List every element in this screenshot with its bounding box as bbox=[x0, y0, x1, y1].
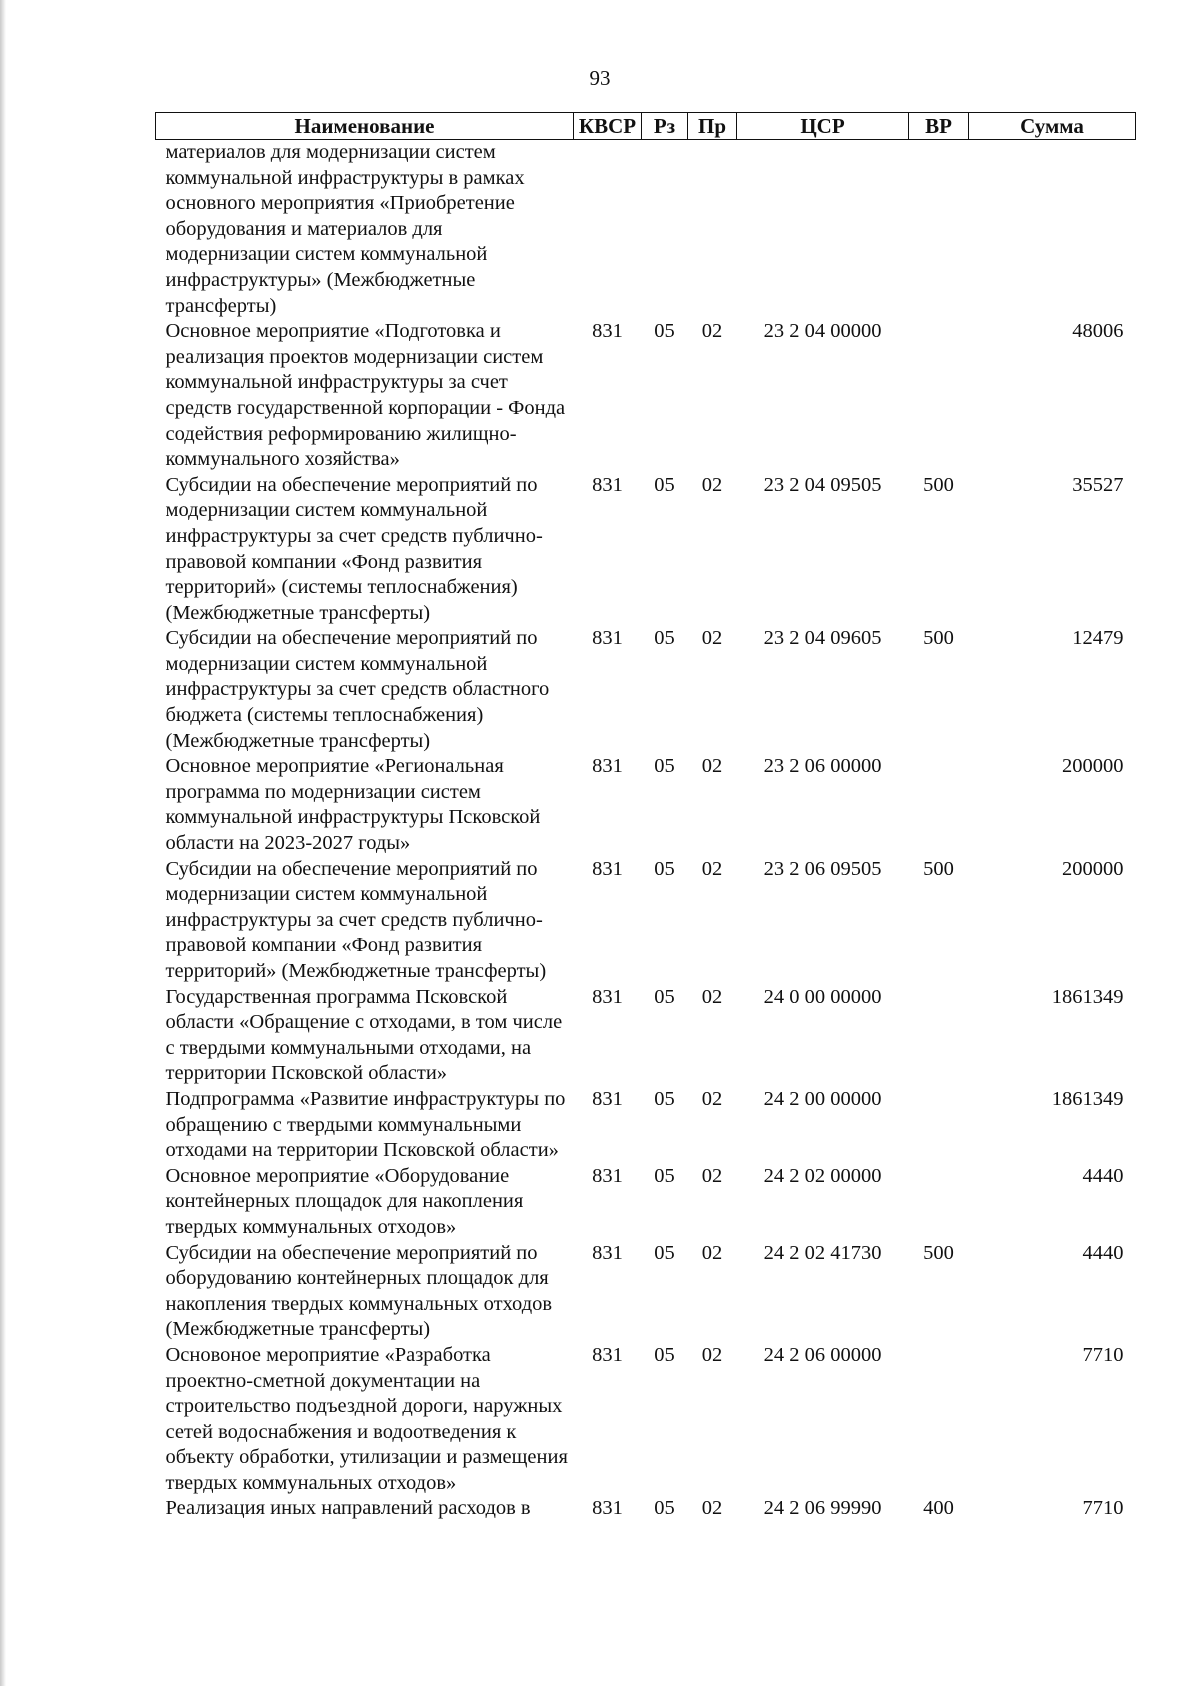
row-csr: 23 2 04 09505 bbox=[763, 473, 882, 496]
row-vr: 500 bbox=[923, 473, 954, 496]
table-row bbox=[156, 1164, 1136, 1241]
table-header-row bbox=[156, 113, 1136, 140]
row-pr: 02 bbox=[701, 985, 723, 1008]
table-row bbox=[156, 319, 1136, 473]
header-sum: Сумма bbox=[969, 113, 1136, 140]
row-vr bbox=[909, 1087, 969, 1164]
row-pr bbox=[688, 140, 737, 320]
row-csr: 24 2 00 00000 bbox=[763, 1087, 882, 1110]
row-rz: 05 bbox=[654, 1164, 675, 1187]
table-row bbox=[156, 1496, 1136, 1522]
row-kvsr: 831 bbox=[592, 1343, 623, 1366]
row-pr: 02 bbox=[701, 755, 723, 778]
row-sum: 12479 bbox=[1072, 627, 1124, 650]
row-kvsr: 831 bbox=[592, 627, 623, 650]
header-name: Наименование bbox=[156, 113, 574, 140]
row-csr: 24 2 02 00000 bbox=[763, 1164, 882, 1187]
row-sum: 1861349 bbox=[1051, 985, 1124, 1008]
row-vr bbox=[909, 1343, 969, 1497]
row-csr: 23 2 04 00000 bbox=[763, 320, 882, 343]
row-rz: 05 bbox=[654, 627, 675, 650]
row-sum: 7710 bbox=[1082, 1343, 1124, 1366]
row-vr bbox=[909, 985, 969, 1087]
row-sum: 1861349 bbox=[1051, 1087, 1124, 1110]
row-pr: 02 bbox=[701, 1343, 723, 1366]
row-name: Основное мероприятие «Региональная программа по модернизации систем коммунальной инфраструктуры Псковской области на 2023-2027 годы» bbox=[165, 755, 541, 855]
row-name: Субсидии на обеспечение мероприятий по оборудованию контейнерных площадок для накопления твердых коммунальных отходов (Межбюджетные трансферты) bbox=[165, 1241, 553, 1341]
row-sum: 7710 bbox=[1082, 1497, 1124, 1520]
row-kvsr: 831 bbox=[592, 1497, 623, 1520]
row-csr: 23 2 04 09605 bbox=[763, 627, 882, 650]
header-vr: ВР bbox=[909, 113, 969, 140]
row-sum: 4440 bbox=[1082, 1164, 1124, 1187]
row-kvsr: 831 bbox=[592, 1087, 623, 1110]
row-sum: 200000 bbox=[1062, 755, 1124, 778]
row-sum: 4440 bbox=[1082, 1241, 1124, 1264]
row-kvsr: 831 bbox=[592, 1241, 623, 1264]
row-kvsr bbox=[574, 140, 642, 320]
row-kvsr: 831 bbox=[592, 1164, 623, 1187]
row-rz: 05 bbox=[654, 473, 675, 496]
row-sum: 48006 bbox=[1072, 320, 1124, 343]
row-csr: 24 2 06 00000 bbox=[763, 1343, 882, 1366]
row-vr: 500 bbox=[923, 857, 954, 880]
row-name: Государственная программа Псковской области «Обращение с отходами, в том числе с твердыми коммунальными отходами, на территории Псковской области» bbox=[165, 985, 563, 1085]
row-csr: 23 2 06 00000 bbox=[763, 755, 882, 778]
page-number: 93 bbox=[589, 66, 611, 90]
row-kvsr: 831 bbox=[592, 320, 623, 343]
row-pr: 02 bbox=[701, 1497, 723, 1520]
table-row bbox=[156, 140, 1136, 320]
row-pr: 02 bbox=[701, 320, 723, 343]
table-row bbox=[156, 985, 1136, 1087]
row-name: Основное мероприятие «Подготовка и реализация проектов модернизации систем коммунальной инфраструктуры за счет средств государственной корпорации - Фонда содействия реформированию жилищно-коммунального хозяйства» bbox=[165, 320, 566, 471]
row-sum: 200000 bbox=[1062, 857, 1124, 880]
row-csr: 23 2 06 09505 bbox=[763, 857, 882, 880]
table-row bbox=[156, 1087, 1136, 1164]
row-csr: 24 2 06 99990 bbox=[763, 1497, 882, 1520]
table-row bbox=[156, 626, 1136, 754]
row-vr bbox=[909, 140, 969, 320]
row-rz: 05 bbox=[654, 985, 675, 1008]
row-name: Субсидии на обеспечение мероприятий по модернизации систем коммунальной инфраструктуры за счет средств областного бюджета (системы теплоснабжения) (Межбюджетные трансферты) bbox=[165, 627, 550, 752]
scan-edge-shadow bbox=[0, 0, 6, 1686]
row-kvsr: 831 bbox=[592, 857, 623, 880]
row-kvsr: 831 bbox=[592, 473, 623, 496]
row-name: Реализация иных направлений расходов в bbox=[165, 1497, 531, 1520]
row-pr: 02 bbox=[701, 857, 723, 880]
row-csr bbox=[737, 140, 909, 320]
row-rz: 05 bbox=[654, 1343, 675, 1366]
row-pr: 02 bbox=[701, 1164, 723, 1187]
row-name: Основное мероприятие «Оборудование контейнерных площадок для накопления твердых коммунальных отходов» bbox=[165, 1164, 524, 1238]
header-pr: Пр bbox=[688, 113, 737, 140]
row-vr: 500 bbox=[923, 627, 954, 650]
row-sum bbox=[969, 140, 1136, 320]
header-rz: Рз bbox=[642, 113, 688, 140]
row-kvsr: 831 bbox=[592, 755, 623, 778]
row-rz bbox=[642, 140, 688, 320]
row-pr: 02 bbox=[701, 1241, 723, 1264]
row-vr: 500 bbox=[923, 1241, 954, 1264]
row-name: Субсидии на обеспечение мероприятий по модернизации систем коммунальной инфраструктуры за счет средств публично-правовой компании «Фонд развития территорий» (Межбюджетные трансферты) bbox=[165, 857, 547, 982]
row-rz: 05 bbox=[654, 755, 675, 778]
row-name: Основоное мероприятие «Разработка проектно-сметной документации на строительство подъездной дороги, наружных сетей водоснабжения и водоотведения к объекту обработки, утилизации и размещения твердых коммунальных отходов» bbox=[165, 1343, 568, 1494]
row-vr: 400 bbox=[923, 1497, 954, 1520]
table-row bbox=[156, 1241, 1136, 1343]
table-row bbox=[156, 754, 1136, 856]
row-vr bbox=[909, 319, 969, 473]
row-name: материалов для модернизации систем коммунальной инфраструктуры в рамках основного мероприятия «Приобретение оборудования и материалов для модернизации систем коммунальной инфраструктуры» (Межбюджетные трансферты) bbox=[165, 141, 525, 317]
row-csr: 24 2 02 41730 bbox=[763, 1241, 882, 1264]
row-name: Подпрограмма «Развитие инфраструктуры по обращению с твердыми коммунальными отходами на территории Псковской области» bbox=[165, 1087, 566, 1162]
row-rz: 05 bbox=[654, 1241, 675, 1264]
table-row bbox=[156, 1343, 1136, 1497]
row-kvsr: 831 bbox=[592, 985, 623, 1008]
header-csr: ЦСР bbox=[737, 113, 909, 140]
row-pr: 02 bbox=[701, 1087, 723, 1110]
row-pr: 02 bbox=[701, 473, 723, 496]
row-rz: 05 bbox=[654, 1087, 675, 1110]
budget-table bbox=[155, 112, 1136, 1522]
row-vr bbox=[909, 1164, 969, 1241]
row-vr bbox=[909, 754, 969, 856]
row-sum: 35527 bbox=[1072, 473, 1124, 496]
row-name: Субсидии на обеспечение мероприятий по модернизации систем коммунальной инфраструктуры за счет средств публично-правовой компании «Фонд развития территорий» (системы теплоснабжения) (Межбюджетные трансферты) bbox=[165, 473, 543, 624]
row-rz: 05 bbox=[654, 320, 675, 343]
row-rz: 05 bbox=[654, 857, 675, 880]
table-row bbox=[156, 473, 1136, 627]
table-row bbox=[156, 857, 1136, 985]
row-rz: 05 bbox=[654, 1497, 675, 1520]
row-pr: 02 bbox=[701, 627, 723, 650]
header-kvsr: КВСР bbox=[574, 113, 642, 140]
row-csr: 24 0 00 00000 bbox=[763, 985, 882, 1008]
